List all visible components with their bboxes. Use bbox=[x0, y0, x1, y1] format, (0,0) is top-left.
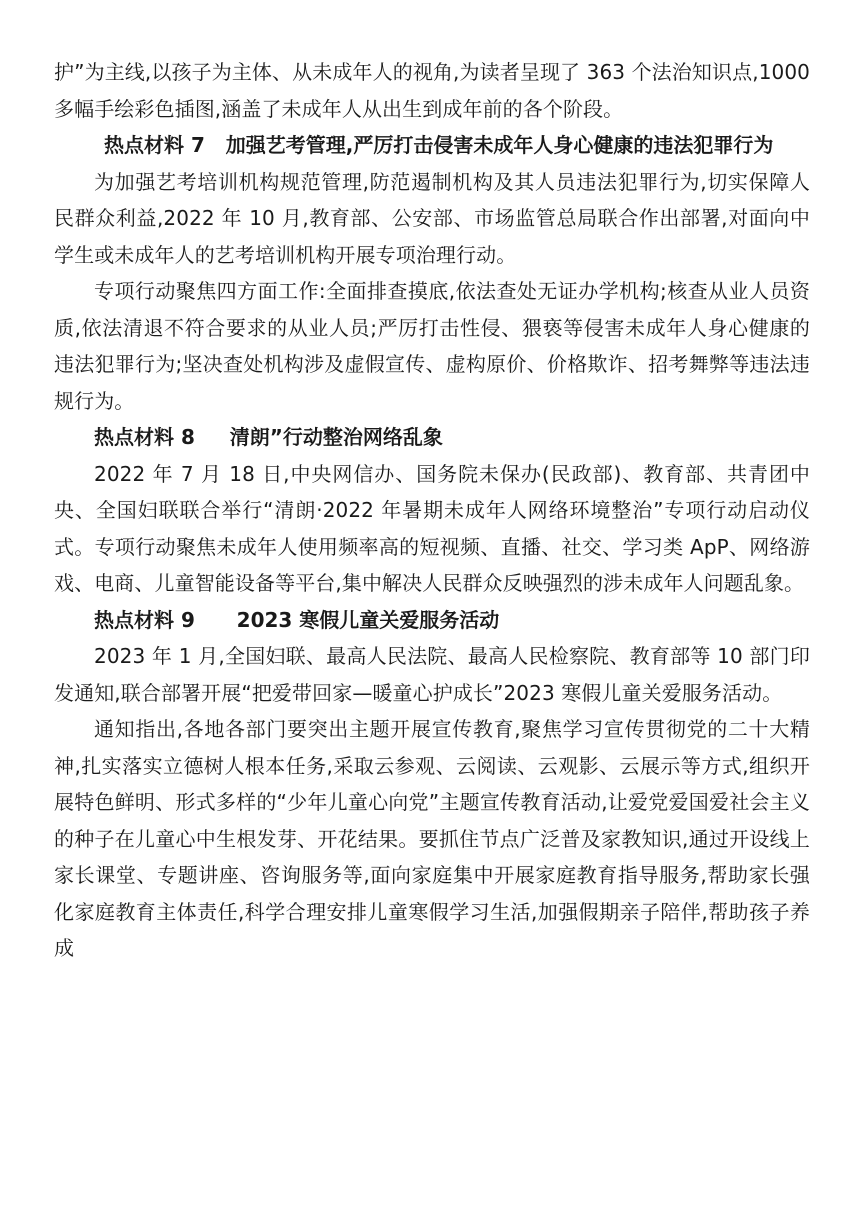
heading-hot-material-8: 热点材料 8 清朗”行动整治网络乱象 bbox=[94, 425, 443, 449]
paragraph-winter-care-notice: 2023 年 1 月,全国妇联、最高人民法院、最高人民检察院、教育部等 10 部门印发通知,联合部署开展“把爱带回家—暖童心护成长”2023 寒假儿童关爱服务活动。 bbox=[54, 644, 810, 705]
heading-hot-material-9: 热点材料 9 2023 寒假儿童关爱服务活动 bbox=[94, 607, 500, 632]
paragraph-qinglang-action: 2022 年 7 月 18 日,中央网信办、国务院未保办(民政部)、教育部、共青团中央、全国妇联联合举行“清朗·2022 年暑期未成年人网络环境整治”专项行动启动仪式。专项行动聚焦未成年人使用频率高的短视频、直播、社交、学习类 ApP、网络游戏、电商、儿童智能设备等平台,集中解决人民群众反映强烈的涉未成年人问题乱象。 bbox=[54, 461, 810, 595]
paragraph-intro-continuation: 护”为主线,以孩子为主体、从未成年人的视角,为读者呈现了 363 个法治知识点,1000多幅手绘彩色插图,涵盖了未成年人从出生到成年前的各个阶段。 bbox=[54, 60, 810, 121]
paragraph-art-exam-deployment: 为加强艺考培训机构规范管理,防范遏制机构及其人员违法犯罪行为,切实保障人民群众利益,2022 年 10 月,教育部、公安部、市场监管总局联合作出部署,对面向中学生或未成年人的艺考培训机构开展专项治理行动。 bbox=[54, 169, 810, 267]
heading-hot-material-7: 热点材料 7 加强艺考管理,严厉打击侵害未成年人身心健康的违法犯罪行为 bbox=[104, 133, 774, 157]
paragraph-winter-care-details: 通知指出,各地各部门要突出主题开展宣传教育,聚焦学习宣传贯彻党的二十大精神,扎实落实立德树人根本任务,采取云参观、云阅读、云观影、云展示等方式,组织开展特色鲜明、形式多样的“少年儿童心向党”主题宣传教育活动,让爱党爱国爱社会主义的种子在儿童心中生根发芽、开花结果。要抓住节点广泛普及家教知识,通过开设线上家长课堂、专题讲座、咨询服务等,面向家庭集中开展家庭教育指导服务,帮助家长强化家庭教育主体责任,科学合理安排儿童寒假学习生活,加强假期亲子陪伴,帮助孩子养成 bbox=[54, 717, 810, 960]
document-page bbox=[54, 54, 810, 967]
paragraph-art-exam-focus: 专项行动聚焦四方面工作:全面排查摸底,依法查处无证办学机构;核查从业人员资质,依法清退不符合要求的从业人员;严厉打击性侵、猥亵等侵害未成年人身心健康的违法犯罪行为;坚决查处机构涉及虚假宣传、虚构原价、价格欺诈、招考舞弊等违法违规行为。 bbox=[54, 279, 810, 413]
